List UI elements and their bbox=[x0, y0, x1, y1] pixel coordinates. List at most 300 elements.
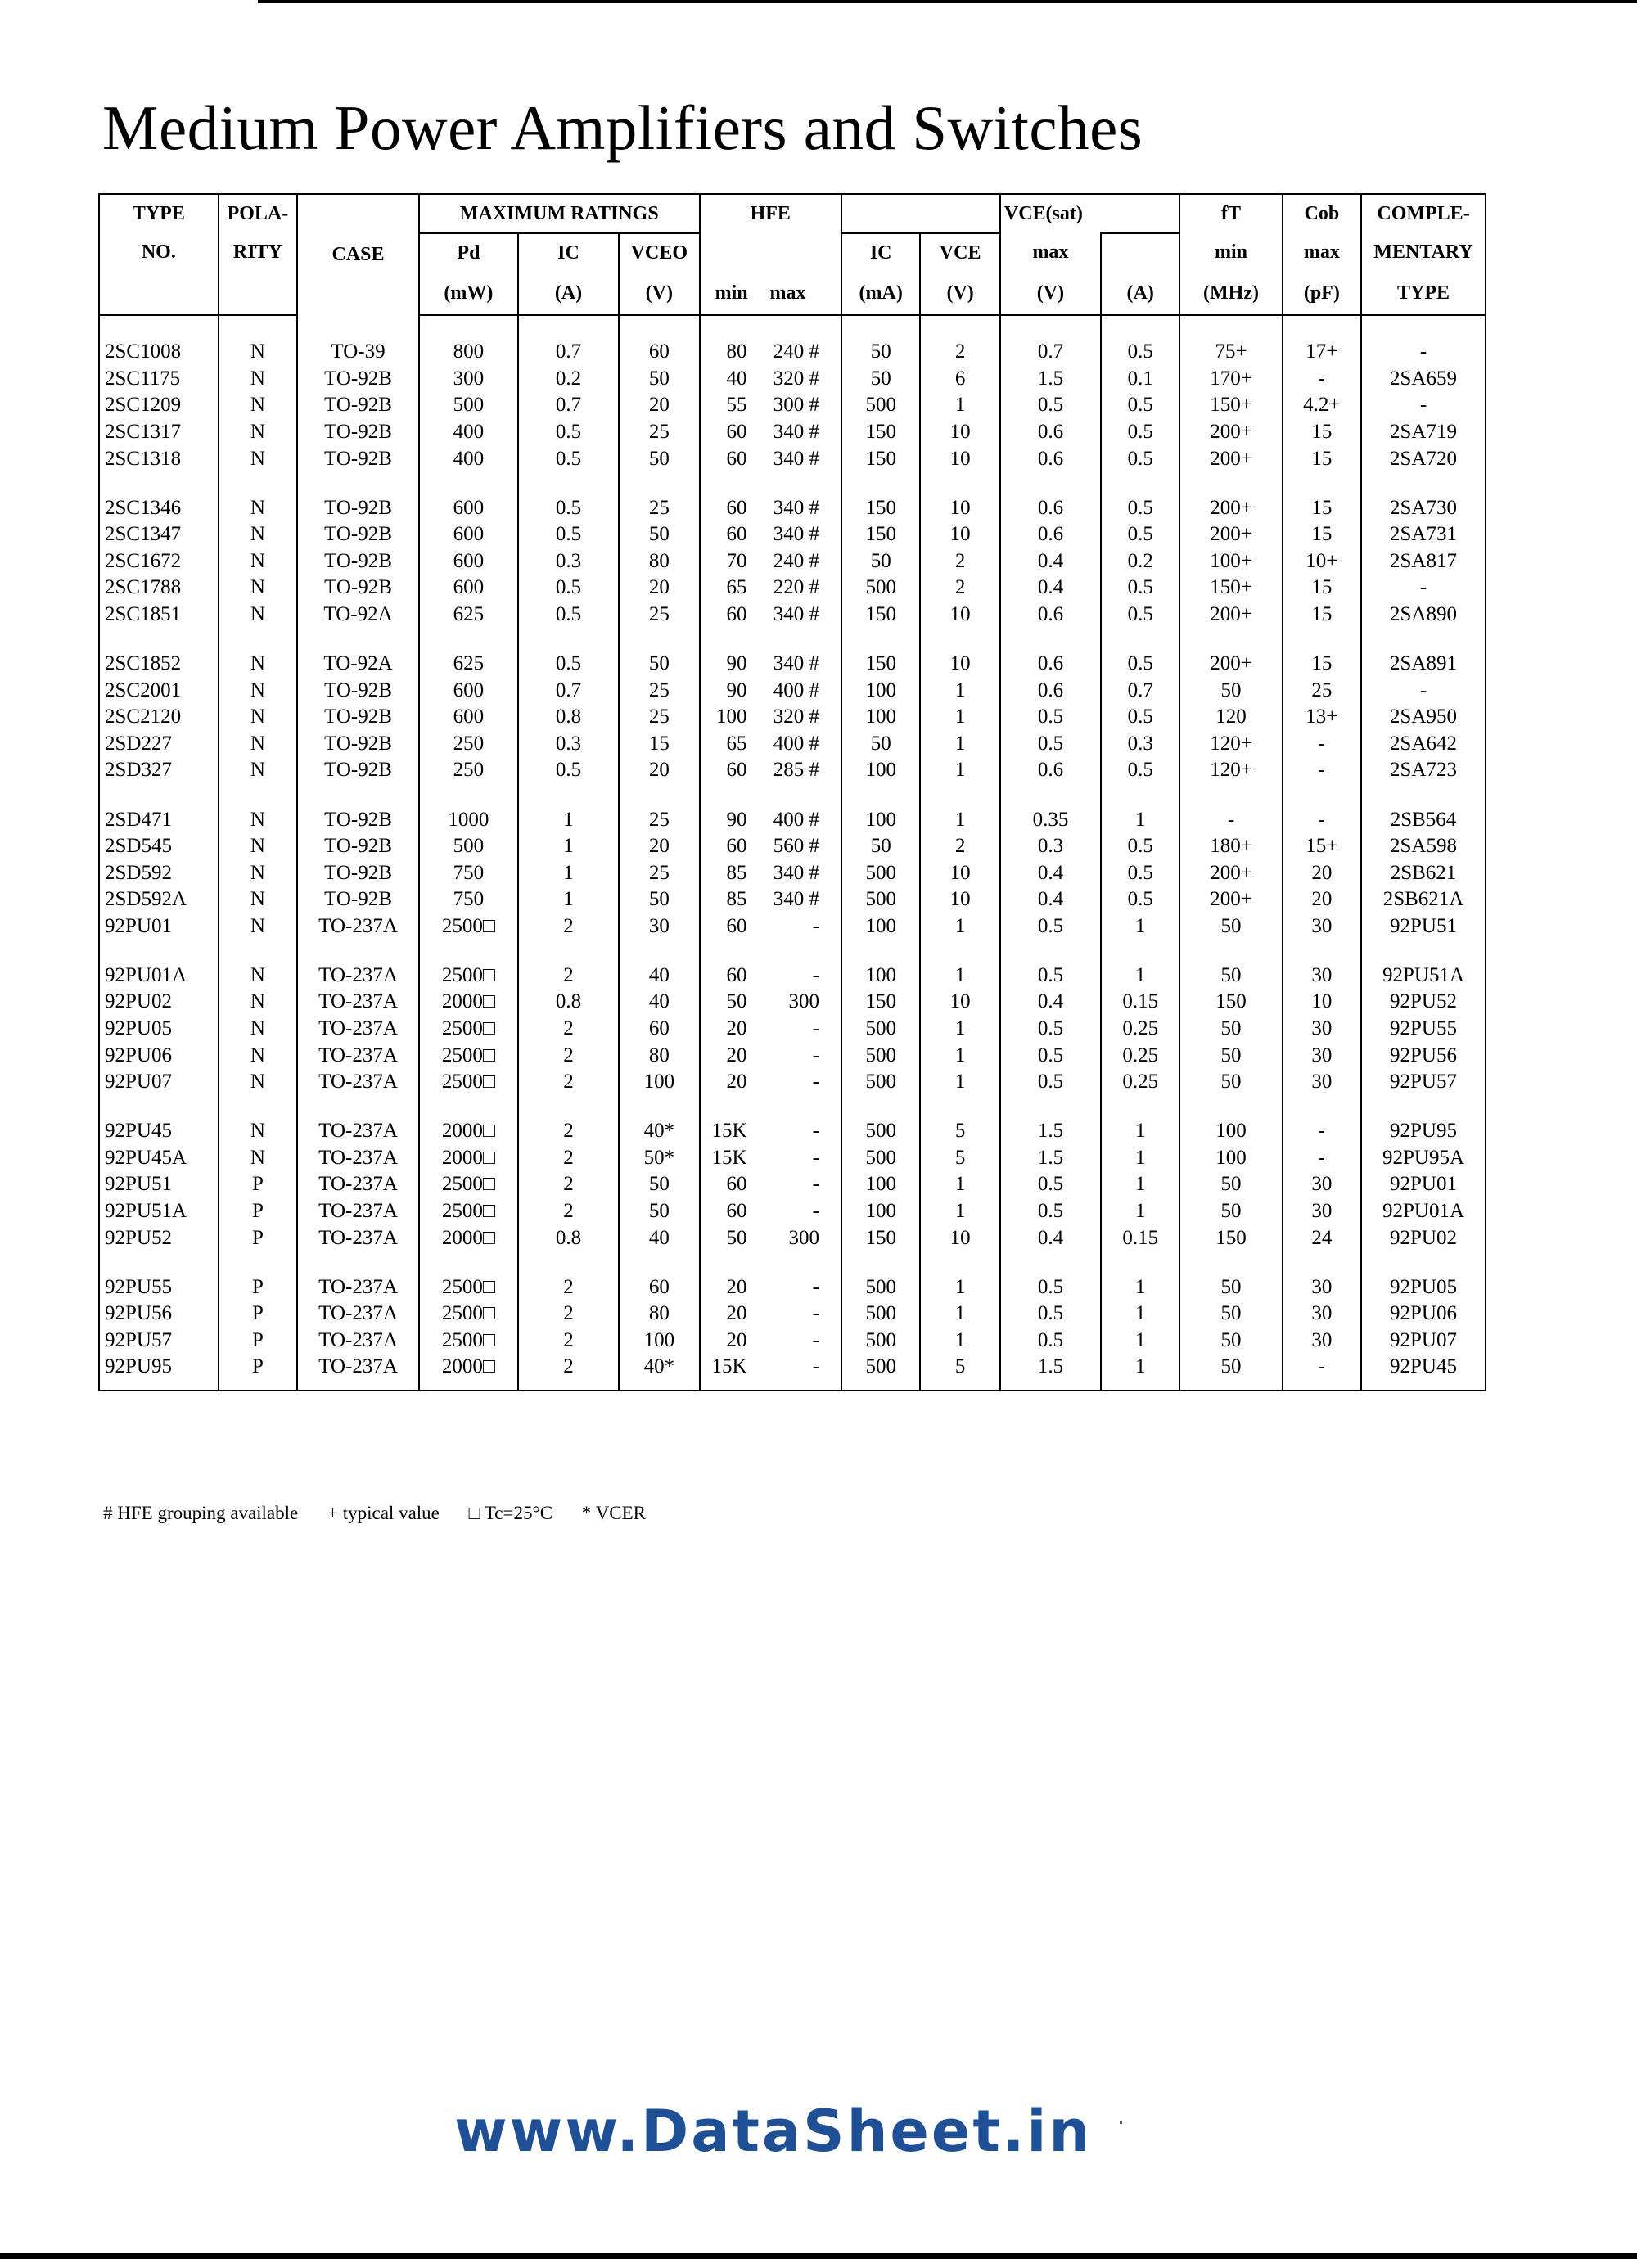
table-row bbox=[99, 1198, 1486, 1225]
cell-polarity: N bbox=[219, 859, 297, 886]
cell-cob-max: 30 bbox=[1283, 1327, 1361, 1354]
cell-vcesat-ic: 1 bbox=[1101, 1274, 1179, 1301]
spacer-cell bbox=[419, 1251, 518, 1274]
spacer-cell bbox=[841, 1251, 920, 1274]
cell-cob-max: 30 bbox=[1283, 1016, 1361, 1043]
cell-cob-max: 30 bbox=[1283, 1274, 1361, 1301]
cell-polarity: N bbox=[219, 886, 297, 913]
cell-vceo: 50 bbox=[619, 366, 700, 393]
cell-complementary: 92PU51A bbox=[1361, 963, 1486, 989]
cell-cob-max: - bbox=[1283, 731, 1361, 758]
cell-cob-max: 15 bbox=[1283, 651, 1361, 677]
cell-vceo: 100 bbox=[619, 1327, 700, 1354]
cell-vceo: 40* bbox=[619, 1354, 700, 1391]
cell-case: TO-237A bbox=[297, 1198, 419, 1225]
cell-hfe-min: 60 bbox=[700, 1198, 764, 1225]
spacer-cell bbox=[1283, 1251, 1361, 1274]
cell-cob-max: 15+ bbox=[1283, 833, 1361, 860]
spacer-cell bbox=[1101, 940, 1179, 963]
cell-type-no: 92PU01 bbox=[99, 913, 219, 940]
col-ic-unit: (A) bbox=[518, 272, 619, 315]
spacer-cell bbox=[219, 1095, 297, 1118]
cell-test-vce: 5 bbox=[920, 1118, 999, 1144]
spacer-cell bbox=[219, 940, 297, 963]
cell-vceo: 80 bbox=[619, 1042, 700, 1069]
spacer-cell bbox=[841, 1095, 920, 1118]
cell-test-vce: 10 bbox=[920, 1224, 999, 1251]
cell-polarity: N bbox=[219, 575, 297, 602]
cell-ic: 2 bbox=[518, 913, 619, 940]
table-row bbox=[99, 704, 1486, 731]
cell-hfe-max: - bbox=[812, 1120, 819, 1143]
cell-hfe-max: - bbox=[812, 1071, 819, 1093]
cell-pd: 600 bbox=[419, 495, 518, 521]
spacer-cell bbox=[99, 628, 219, 651]
spacer-row bbox=[99, 1095, 1486, 1118]
cell-vceo: 20 bbox=[619, 575, 700, 602]
col-vcesat-a: (A) bbox=[1101, 272, 1179, 315]
spacer-cell bbox=[419, 628, 518, 651]
cell-vcesat-max: 0.5 bbox=[1000, 963, 1101, 989]
cell-type-no: 92PU05 bbox=[99, 1016, 219, 1043]
cell-ic: 0.5 bbox=[518, 651, 619, 677]
spacer-cell bbox=[219, 315, 297, 339]
spacer-cell bbox=[920, 628, 999, 651]
cell-pd: 600 bbox=[419, 704, 518, 731]
cell-type-no: 2SC1318 bbox=[99, 445, 219, 472]
cell-type-no: 92PU56 bbox=[99, 1301, 219, 1328]
cell-ic: 0.5 bbox=[518, 495, 619, 521]
cell-hfe-min: 70 bbox=[700, 548, 764, 575]
cell-polarity: N bbox=[219, 704, 297, 731]
cell-pd: 400 bbox=[419, 445, 518, 472]
cell-ft-min: 200+ bbox=[1179, 419, 1282, 446]
cell-type-no: 92PU01A bbox=[99, 963, 219, 989]
cell-pd: 2500□ bbox=[419, 1069, 518, 1096]
cell-vcesat-ic: 1 bbox=[1101, 1354, 1179, 1391]
cell-polarity: N bbox=[219, 807, 297, 833]
cell-vcesat-ic: 0.5 bbox=[1101, 419, 1179, 446]
cell-cob-max: 25 bbox=[1283, 677, 1361, 704]
table-row bbox=[99, 1301, 1486, 1328]
col-type: TYPE bbox=[99, 194, 219, 233]
cell-vcesat-ic: 0.15 bbox=[1101, 989, 1179, 1016]
cell-case: TO-92B bbox=[297, 677, 419, 704]
cell-hfe-min: 20 bbox=[700, 1274, 764, 1301]
cell-polarity: N bbox=[219, 677, 297, 704]
cell-cob-max: 15 bbox=[1283, 521, 1361, 548]
cell-hfe-max: - bbox=[812, 964, 819, 987]
table-row bbox=[99, 731, 1486, 758]
table-row bbox=[99, 807, 1486, 833]
spacer-cell bbox=[841, 315, 920, 339]
cell-vcesat-ic: 0.5 bbox=[1101, 833, 1179, 860]
cell-ft-min: 50 bbox=[1179, 1354, 1282, 1391]
cell-polarity: N bbox=[219, 731, 297, 758]
spacer-cell bbox=[518, 315, 619, 339]
cell-ft-min: 50 bbox=[1179, 1171, 1282, 1198]
cell-ft-min: 120+ bbox=[1179, 757, 1282, 784]
group-vcesat: VCE(sat) bbox=[1000, 194, 1180, 233]
cell-test-vce: 5 bbox=[920, 1144, 999, 1171]
cell-vcesat-max: 0.6 bbox=[1000, 651, 1101, 677]
cell-vcesat-ic: 0.5 bbox=[1101, 651, 1179, 677]
spacer-cell bbox=[1101, 315, 1179, 339]
cell-vcesat-max: 0.3 bbox=[1000, 833, 1101, 860]
cell-hfe-min: 60 bbox=[700, 1171, 764, 1198]
spacer-cell bbox=[619, 784, 700, 807]
cell-polarity: N bbox=[219, 419, 297, 446]
col-complementary: COMPLE- bbox=[1361, 194, 1486, 233]
cell-hfe-max: - bbox=[812, 1275, 819, 1298]
cell-type-no: 2SC1008 bbox=[99, 339, 219, 366]
cell-ic: 1 bbox=[518, 807, 619, 833]
cell-case: TO-237A bbox=[297, 1144, 419, 1171]
cell-vcesat-ic: 0.25 bbox=[1101, 1016, 1179, 1043]
spacer-cell bbox=[419, 315, 518, 339]
cell-hfe-max: 240 # bbox=[773, 549, 819, 572]
cell-ft-min: 120 bbox=[1179, 704, 1282, 731]
cell-pd: 300 bbox=[419, 366, 518, 393]
cell-vcesat-max: 0.5 bbox=[1000, 704, 1101, 731]
cell-vcesat-max: 0.5 bbox=[1000, 1042, 1101, 1069]
cell-ft-min: 50 bbox=[1179, 963, 1282, 989]
cell-ic: 0.5 bbox=[518, 757, 619, 784]
cell-test-ic: 500 bbox=[841, 575, 920, 602]
cell-complementary: 2SA659 bbox=[1361, 366, 1486, 393]
cell-vcesat-max: 0.6 bbox=[1000, 677, 1101, 704]
cell-type-no: 2SD592 bbox=[99, 859, 219, 886]
cell-polarity: N bbox=[219, 602, 297, 629]
table-row bbox=[99, 1069, 1486, 1096]
cell-ic: 2 bbox=[518, 1144, 619, 1171]
cell-vceo: 50 bbox=[619, 521, 700, 548]
cell-type-no: 2SC1672 bbox=[99, 548, 219, 575]
cell-hfe-max: 340 # bbox=[773, 652, 819, 675]
cell-cob-max: 15 bbox=[1283, 575, 1361, 602]
spacer-cell bbox=[764, 1095, 841, 1118]
cell-type-no: 2SC1346 bbox=[99, 495, 219, 521]
cell-ft-min: 150 bbox=[1179, 1224, 1282, 1251]
cell-test-vce: 1 bbox=[920, 1171, 999, 1198]
cell-vcesat-ic: 1 bbox=[1101, 913, 1179, 940]
spacer-cell bbox=[1179, 1095, 1282, 1118]
cell-complementary: 2SA598 bbox=[1361, 833, 1486, 860]
spacer-cell bbox=[1361, 472, 1486, 495]
cell-vceo: 50 bbox=[619, 886, 700, 913]
cell-case: TO-92A bbox=[297, 651, 419, 677]
cell-case: TO-237A bbox=[297, 1171, 419, 1198]
cell-polarity: N bbox=[219, 445, 297, 472]
cell-case: TO-92B bbox=[297, 886, 419, 913]
cell-cob-max: 24 bbox=[1283, 1224, 1361, 1251]
cell-cob-max: 15 bbox=[1283, 419, 1361, 446]
cell-hfe-max: 400 # bbox=[773, 679, 819, 701]
cell-case: TO-92B bbox=[297, 757, 419, 784]
cell-vcesat-max: 0.5 bbox=[1000, 913, 1101, 940]
cell-vcesat-max: 0.5 bbox=[1000, 1198, 1101, 1225]
cell-pd: 600 bbox=[419, 575, 518, 602]
cell-pd: 2000□ bbox=[419, 989, 518, 1016]
cell-hfe-max: - bbox=[812, 1146, 819, 1169]
cell-test-vce: 10 bbox=[920, 989, 999, 1016]
col-complementary-3: TYPE bbox=[1361, 272, 1486, 315]
cell-type-no: 2SD592A bbox=[99, 886, 219, 913]
cell-test-vce: 1 bbox=[920, 807, 999, 833]
col-cob-unit: (pF) bbox=[1283, 272, 1361, 315]
cell-ft-min: 150 bbox=[1179, 989, 1282, 1016]
cell-test-vce: 10 bbox=[920, 651, 999, 677]
cell-hfe-max: 220 # bbox=[773, 576, 819, 599]
table-row bbox=[99, 495, 1486, 521]
cell-cob-max: - bbox=[1283, 1144, 1361, 1171]
cell-cob-max: 15 bbox=[1283, 602, 1361, 629]
cell-case: TO-92B bbox=[297, 445, 419, 472]
table-row bbox=[99, 886, 1486, 913]
col-pd-unit: (mW) bbox=[419, 272, 518, 315]
cell-vcesat-max: 0.5 bbox=[1000, 731, 1101, 758]
footer-link[interactable]: www.DataSheet.in bbox=[454, 2098, 1093, 2165]
cell-vceo: 60 bbox=[619, 1016, 700, 1043]
cell-hfe-min: 60 bbox=[700, 833, 764, 860]
cell-type-no: 2SC1175 bbox=[99, 366, 219, 393]
cell-type-no: 2SC1851 bbox=[99, 602, 219, 629]
cell-pd: 2000□ bbox=[419, 1144, 518, 1171]
table-body bbox=[99, 315, 1486, 1391]
cell-test-vce: 2 bbox=[920, 833, 999, 860]
cell-pd: 600 bbox=[419, 677, 518, 704]
spacer-cell bbox=[419, 784, 518, 807]
cell-case: TO-92B bbox=[297, 548, 419, 575]
spacer-cell bbox=[518, 472, 619, 495]
cell-test-vce: 1 bbox=[920, 1274, 999, 1301]
cell-pd: 2000□ bbox=[419, 1354, 518, 1391]
cell-test-vce: 1 bbox=[920, 1069, 999, 1096]
cell-case: TO-237A bbox=[297, 1042, 419, 1069]
spacer-cell bbox=[518, 784, 619, 807]
cell-vcesat-ic: 0.15 bbox=[1101, 1224, 1179, 1251]
cell-ft-min: 50 bbox=[1179, 1327, 1282, 1354]
cell-complementary: 2SA720 bbox=[1361, 445, 1486, 472]
cell-pd: 2500□ bbox=[419, 1016, 518, 1043]
cell-vceo: 100 bbox=[619, 1069, 700, 1096]
cell-hfe-min: 20 bbox=[700, 1016, 764, 1043]
spacer-cell bbox=[1000, 1251, 1101, 1274]
cell-hfe-min: 60 bbox=[700, 495, 764, 521]
spacer-cell bbox=[1101, 1251, 1179, 1274]
cell-cob-max: 30 bbox=[1283, 913, 1361, 940]
cell-type-no: 92PU51A bbox=[99, 1198, 219, 1225]
cell-test-ic: 500 bbox=[841, 859, 920, 886]
cell-vcesat-max: 0.4 bbox=[1000, 548, 1101, 575]
cell-test-ic: 100 bbox=[841, 963, 920, 989]
cell-vcesat-max: 0.5 bbox=[1000, 1069, 1101, 1096]
col-test-vce-unit: (V) bbox=[920, 272, 999, 315]
cell-ft-min: 200+ bbox=[1179, 859, 1282, 886]
cell-test-ic: 150 bbox=[841, 602, 920, 629]
table-row bbox=[99, 1118, 1486, 1144]
cell-polarity: P bbox=[219, 1301, 297, 1328]
cell-complementary: - bbox=[1361, 575, 1486, 602]
cell-ft-min: 50 bbox=[1179, 913, 1282, 940]
spacer-cell bbox=[619, 472, 700, 495]
cell-complementary: 2SA723 bbox=[1361, 757, 1486, 784]
cell-pd: 400 bbox=[419, 419, 518, 446]
table-row bbox=[99, 1274, 1486, 1301]
col-cob-max: max bbox=[1283, 233, 1361, 272]
spacer-cell bbox=[764, 315, 841, 339]
cell-test-ic: 500 bbox=[841, 1016, 920, 1043]
spacer-cell bbox=[920, 1251, 999, 1274]
cell-ft-min: 170+ bbox=[1179, 366, 1282, 393]
table-row bbox=[99, 339, 1486, 366]
cell-case: TO-39 bbox=[297, 339, 419, 366]
cell-polarity: N bbox=[219, 1118, 297, 1144]
cell-case: TO-92B bbox=[297, 807, 419, 833]
table-row bbox=[99, 366, 1486, 393]
table-row bbox=[99, 963, 1486, 989]
cell-cob-max: 10 bbox=[1283, 989, 1361, 1016]
cell-pd: 2500□ bbox=[419, 1171, 518, 1198]
cell-hfe-min: 15K bbox=[700, 1144, 764, 1171]
cell-vcesat-ic: 1 bbox=[1101, 1144, 1179, 1171]
cell-polarity: N bbox=[219, 1144, 297, 1171]
col-ft-min: min bbox=[1179, 233, 1282, 272]
cell-cob-max: 13+ bbox=[1283, 704, 1361, 731]
cell-ic: 2 bbox=[518, 1198, 619, 1225]
cell-test-ic: 500 bbox=[841, 1301, 920, 1328]
col-ft-unit: (MHz) bbox=[1179, 272, 1282, 315]
col-hfe-max: max bbox=[764, 272, 841, 315]
col-complementary-2: MENTARY bbox=[1361, 233, 1486, 272]
spacer-cell bbox=[1179, 940, 1282, 963]
cell-hfe-max: 340 # bbox=[773, 523, 819, 546]
cell-polarity: N bbox=[219, 833, 297, 860]
cell-hfe-min: 40 bbox=[700, 366, 764, 393]
cell-ft-min: 200+ bbox=[1179, 602, 1282, 629]
cell-hfe-max: 320 # bbox=[773, 367, 819, 390]
cell-complementary: 92PU45 bbox=[1361, 1354, 1486, 1391]
cell-hfe-min: 100 bbox=[700, 704, 764, 731]
cell-ft-min: 200+ bbox=[1179, 445, 1282, 472]
cell-vceo: 25 bbox=[619, 419, 700, 446]
cell-ic: 1 bbox=[518, 859, 619, 886]
cell-vcesat-ic: 0.25 bbox=[1101, 1042, 1179, 1069]
cell-case: TO-237A bbox=[297, 1016, 419, 1043]
cell-hfe-max: - bbox=[764, 1354, 841, 1391]
cell-polarity: P bbox=[219, 1274, 297, 1301]
cell-vcesat-max: 0.4 bbox=[1000, 575, 1101, 602]
cell-vceo: 40* bbox=[619, 1118, 700, 1144]
spacer-cell bbox=[619, 628, 700, 651]
cell-ic: 0.7 bbox=[518, 677, 619, 704]
cell-hfe-max: 340 # bbox=[773, 861, 819, 884]
cell-vcesat-max: 0.6 bbox=[1000, 445, 1101, 472]
cell-cob-max: 20 bbox=[1283, 859, 1361, 886]
cell-case: TO-92B bbox=[297, 575, 419, 602]
cell-hfe-min: 65 bbox=[700, 731, 764, 758]
table-row bbox=[99, 1224, 1486, 1251]
cell-ft-min: 200+ bbox=[1179, 651, 1282, 677]
cell-vcesat-max: 0.5 bbox=[1000, 1171, 1101, 1198]
spacer-cell bbox=[1283, 784, 1361, 807]
cell-hfe-max: 240 # bbox=[773, 340, 819, 363]
cell-cob-max: 30 bbox=[1283, 1301, 1361, 1328]
cell-vceo: 80 bbox=[619, 548, 700, 575]
cell-vcesat-ic: 1 bbox=[1101, 1327, 1179, 1354]
spacer-cell bbox=[841, 472, 920, 495]
cell-test-ic: 500 bbox=[841, 1354, 920, 1391]
spacer-cell bbox=[297, 1251, 419, 1274]
cell-polarity: P bbox=[219, 1171, 297, 1198]
cell-cob-max: 30 bbox=[1283, 963, 1361, 989]
cell-cob-max: 17+ bbox=[1283, 339, 1361, 366]
spacer-cell bbox=[1179, 784, 1282, 807]
cell-case: TO-237A bbox=[297, 1327, 419, 1354]
table-row bbox=[99, 1327, 1486, 1354]
cell-test-vce: 5 bbox=[920, 1354, 999, 1391]
cell-test-ic: 100 bbox=[841, 807, 920, 833]
cell-vcesat-max: 0.6 bbox=[1000, 419, 1101, 446]
spacer-cell bbox=[841, 784, 920, 807]
table-row bbox=[99, 913, 1486, 940]
cell-complementary: 2SA719 bbox=[1361, 419, 1486, 446]
spacer-cell bbox=[700, 1095, 764, 1118]
cell-hfe-max: 340 # bbox=[773, 447, 819, 470]
spacer-cell bbox=[297, 628, 419, 651]
spacer-cell bbox=[99, 315, 219, 339]
spacer-cell bbox=[419, 1095, 518, 1118]
cell-vcesat-max: 0.35 bbox=[1000, 807, 1101, 833]
cell-type-no: 2SD471 bbox=[99, 807, 219, 833]
spacer-cell bbox=[518, 1095, 619, 1118]
cell-hfe-max: - bbox=[812, 1017, 819, 1039]
cell-type-no: 2SC1788 bbox=[99, 575, 219, 602]
cell-cob-max: 15 bbox=[1283, 445, 1361, 472]
spacer-row bbox=[99, 784, 1486, 807]
table-row bbox=[99, 677, 1486, 704]
cell-polarity: N bbox=[219, 651, 297, 677]
cell-hfe-max: 400 # bbox=[773, 808, 819, 831]
spacer-cell bbox=[297, 472, 419, 495]
cell-type-no: 2SC2001 bbox=[99, 677, 219, 704]
spacer-cell bbox=[419, 472, 518, 495]
cell-test-ic: 500 bbox=[841, 1118, 920, 1144]
cell-test-ic: 50 bbox=[841, 339, 920, 366]
spacer-cell bbox=[219, 1251, 297, 1274]
spacer-cell bbox=[920, 940, 999, 963]
cell-ft-min: 50 bbox=[1179, 1198, 1282, 1225]
cell-pd: 2500□ bbox=[419, 1042, 518, 1069]
spacer-cell bbox=[700, 940, 764, 963]
table-row bbox=[99, 859, 1486, 886]
cell-vcesat-max: 0.4 bbox=[1000, 859, 1101, 886]
cell-pd: 2500□ bbox=[419, 963, 518, 989]
cell-test-ic: 500 bbox=[841, 392, 920, 419]
cell-type-no: 2SC2120 bbox=[99, 704, 219, 731]
cell-hfe-min: 80 bbox=[700, 339, 764, 366]
cell-case: TO-92B bbox=[297, 392, 419, 419]
cell-ic: 2 bbox=[518, 1301, 619, 1328]
spacer-cell bbox=[297, 1095, 419, 1118]
cell-vceo: 20 bbox=[619, 392, 700, 419]
cell-ic: 0.5 bbox=[518, 445, 619, 472]
cell-vceo: 50 bbox=[619, 1198, 700, 1225]
spacer-cell bbox=[1179, 628, 1282, 651]
cell-cob-max: 20 bbox=[1283, 886, 1361, 913]
group-max-ratings: MAXIMUM RATINGS bbox=[419, 194, 700, 233]
cell-type-no: 92PU02 bbox=[99, 989, 219, 1016]
